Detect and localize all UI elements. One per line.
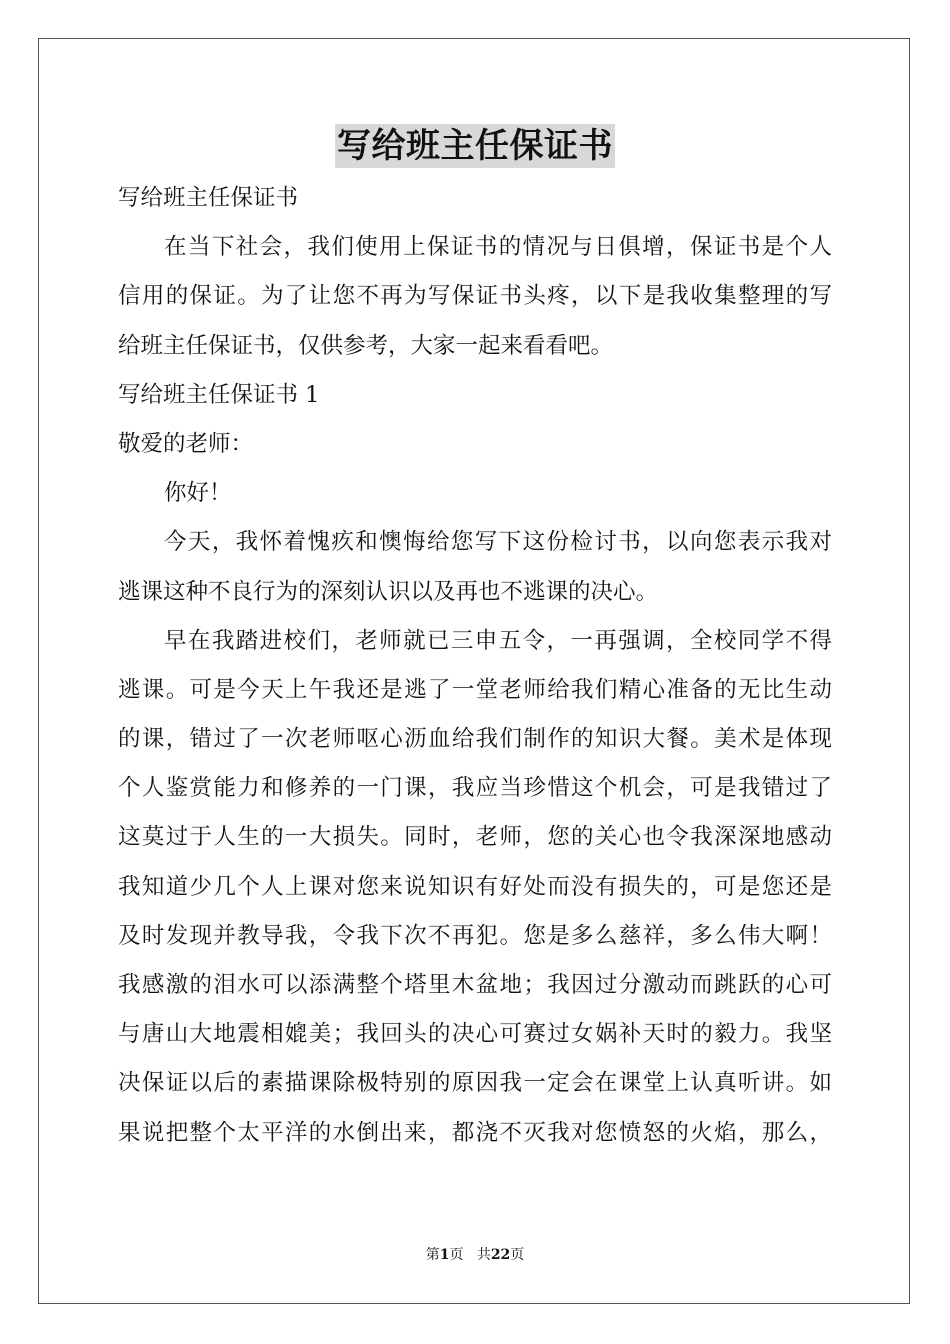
page-number: 1 [439, 1247, 450, 1263]
text-line: 写给班主任保证书 [118, 185, 299, 211]
text-line: 逃课。可是今天上午我还是逃了一堂老师给我们精心准备的无比生动 [118, 676, 832, 703]
document-title: 写给班主任保证书 [337, 126, 613, 166]
text-line: 与唐山大地震相媲美；我回头的决心可赛过女娲补天时的毅力。我坚 [118, 1021, 832, 1048]
text-line: 早在我踏进校们，老师就已三申五令，一再强调，全校同学不得 [164, 627, 832, 654]
page-suffix: 页 [449, 1247, 464, 1263]
text-line: 你好！ [164, 480, 232, 507]
page-prefix: 第 [425, 1247, 440, 1263]
text-line: 的课，错过了一次老师呕心沥血给我们制作的知识大餐。美术是体现 [118, 726, 832, 753]
text-line: 在当下社会，我们使用上保证书的情况与日俱增，保证书是个人 [164, 234, 832, 261]
total-pages: 22 [490, 1247, 511, 1263]
text-line: 今天，我怀着愧疚和懊悔给您写下这份检讨书，以向您表示我对 [164, 529, 832, 556]
text-line: 决保证以后的素描课除极特别的原因我一定会在课堂上认真听讲。如 [118, 1070, 832, 1097]
page-footer [0, 1244, 950, 1264]
text-line: 我感激的泪水可以添满整个塔里木盆地；我因过分激动而跳跃的心可 [118, 972, 832, 998]
text-line: 逃课这种不良行为的深刻认识以及再也不逃课的决心。 [118, 578, 659, 605]
document-body [118, 174, 832, 1158]
text-line: 写给班主任保证书 1 [118, 381, 320, 408]
text-line: 给班主任保证书，仅供参考，大家一起来看看吧。 [118, 332, 614, 359]
total-suffix: 页 [510, 1247, 525, 1263]
text-line: 我知道少几个人上课对您来说知识有好处而没有损失的，可是您还是 [118, 873, 832, 900]
text-line: 个人鉴赏能力和修养的一门课，我应当珍惜这个机会，可是我错过了 [118, 775, 832, 802]
text-line: 果说把整个太平洋的水倒出来，都浇不灭我对您愤怒的火焰，那么， [118, 1119, 832, 1146]
title-container [0, 124, 950, 168]
text-line: 敬爱的老师： [118, 430, 254, 457]
total-prefix: 共 [476, 1247, 491, 1263]
text-line: 这莫过于人生的一大损失。同时，老师，您的关心也令我深深地感动 [118, 824, 832, 851]
text-line: 信用的保证。为了让您不再为写保证书头疼，以下是我收集整理的写 [118, 283, 832, 310]
text-line: 及时发现并教导我，令我下次不再犯。您是多么慈祥，多么伟大啊！ [118, 922, 832, 949]
